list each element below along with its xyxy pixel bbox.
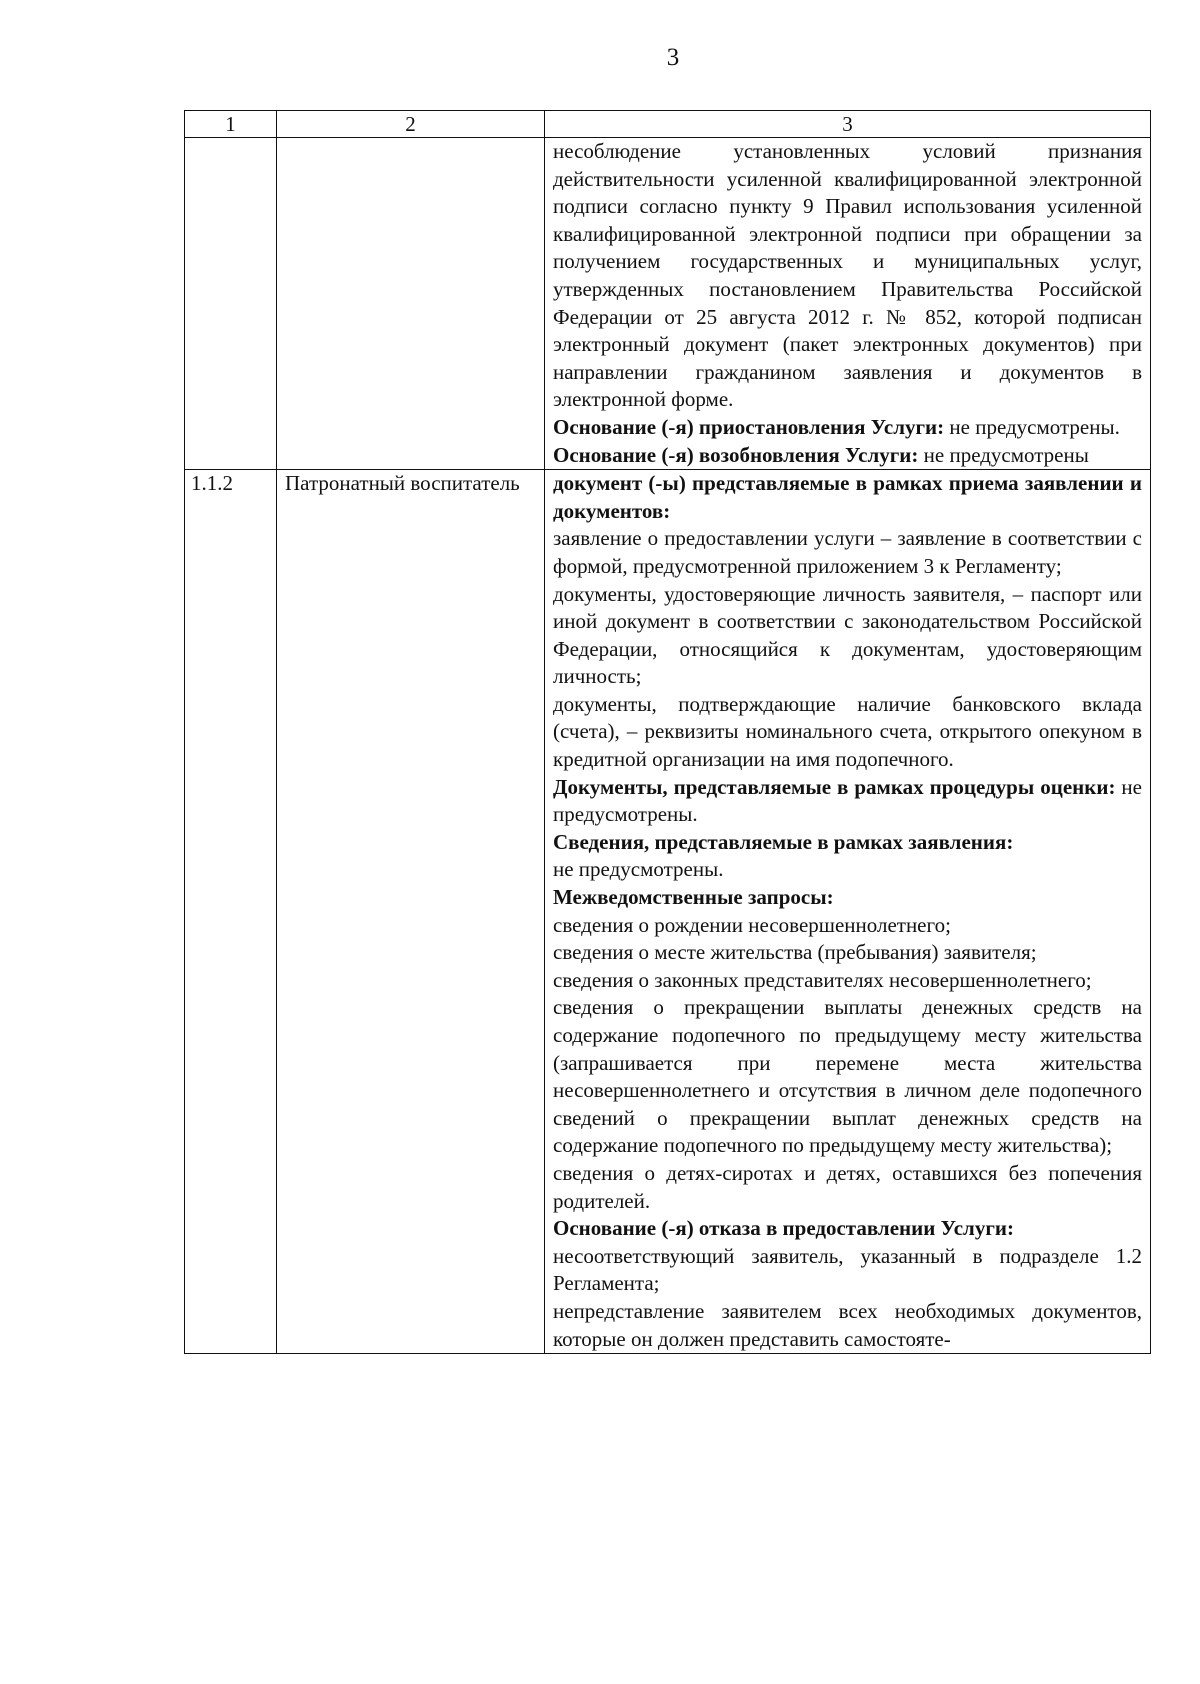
content-paragraph: сведения о месте жительства (пребывания) заявителя; — [553, 940, 1037, 965]
content-paragraph — [553, 414, 1142, 442]
row-name-cell — [277, 138, 545, 470]
table-row — [185, 138, 1151, 470]
content-paragraph: сведения о детях-сиротах и детях, оставшихся без попечения родителей. — [553, 1160, 1142, 1213]
content-paragraph — [553, 442, 1142, 470]
row-number-cell — [185, 138, 277, 470]
row-content-cell — [545, 470, 1151, 1354]
content-paragraph: документ (-ы) представляемые в рамках приема заявлении и документов: — [553, 471, 1142, 523]
row-number-cell: 1.1.2 — [185, 470, 277, 1354]
paragraph-text: не предусмотрены. — [944, 414, 1120, 439]
content-paragraph: не предусмотрены. — [553, 857, 724, 882]
paragraph-bold-lead: Основание (-я) приостановления Услуги: — [553, 414, 945, 439]
services-table — [184, 110, 1151, 1354]
content-paragraph: документы, удостоверяющие личность заявителя, – паспорт или иной документ в соответствии с законодательством Российской Федерации, относящийся к документам, удостоверяющим личность; — [553, 581, 1142, 689]
row-name-cell: Патронатный воспитатель — [277, 470, 545, 1354]
content-paragraph — [553, 774, 1142, 829]
content-paragraph: несоответствующий заявитель, указанный в подразделе 1.2 Регламента; — [553, 1243, 1142, 1296]
paragraph-text: не предусмотрены — [918, 442, 1089, 467]
paragraph-text: не предусмотрены. — [553, 774, 1142, 827]
content-paragraph: Основание (-я) отказа в предоставлении Услуги: — [553, 1216, 1014, 1241]
content-paragraph: непредставление заявителем всех необходимых документов, которые он должен представить самостояте- — [553, 1298, 1142, 1351]
content-paragraph: несоблюдение установленных условий признания действительности усиленной квалифицированной электронной подписи согласно пункту 9 Правил использования усиленной квалифицированной электронной подписи при обращении за получением государственных и муниципальных услуг, утвержденных постановлением Правительства Российской Федерации от 25 августа 2012 г. № 852, которой подписан электронный документ (пакет электронных документов) при направлении гражданином заявления и документов в электронной форме. — [553, 139, 1142, 412]
content-paragraph: Сведения, представляемые в рамках заявления: — [553, 829, 1014, 854]
paragraph-bold-lead: Документы, представляемые в рамках процедуры оценки: — [553, 774, 1116, 799]
content-paragraph: Межведомственные запросы: — [553, 885, 834, 910]
page-number: 3 — [666, 44, 680, 71]
content-paragraph: сведения о прекращении выплаты денежных средств на содержание подопечного по предыдущему месту жительства (запрашивается при перемене места жительства несовершеннолетнего и отсутствия в личном деле подопечного сведений о прекращении выплат денежных средств на содержание подопечного по предыдущему месту жительства); — [553, 995, 1142, 1158]
column-header-2: 2 — [277, 111, 545, 138]
content-paragraph: сведения о рождении несовершеннолетнего; — [553, 912, 951, 937]
table-row — [185, 470, 1151, 1354]
column-header-3: 3 — [545, 111, 1151, 138]
table-header-row — [185, 111, 1151, 138]
paragraph-bold-lead: Основание (-я) возобновления Услуги: — [553, 442, 919, 467]
content-paragraph: документы, подтверждающие наличие банковского вклада (счета), – реквизиты номинального счета, открытого опекуном в кредитной организации на имя подопечного. — [553, 691, 1142, 772]
content-paragraph: заявление о предоставлении услуги – заявление в соответствии с формой, предусмотренной приложением 3 к Регламенту; — [553, 526, 1142, 578]
row-content-cell — [545, 138, 1151, 470]
content-paragraph: сведения о законных представителях несовершеннолетнего; — [553, 967, 1092, 992]
column-header-1: 1 — [185, 111, 277, 138]
